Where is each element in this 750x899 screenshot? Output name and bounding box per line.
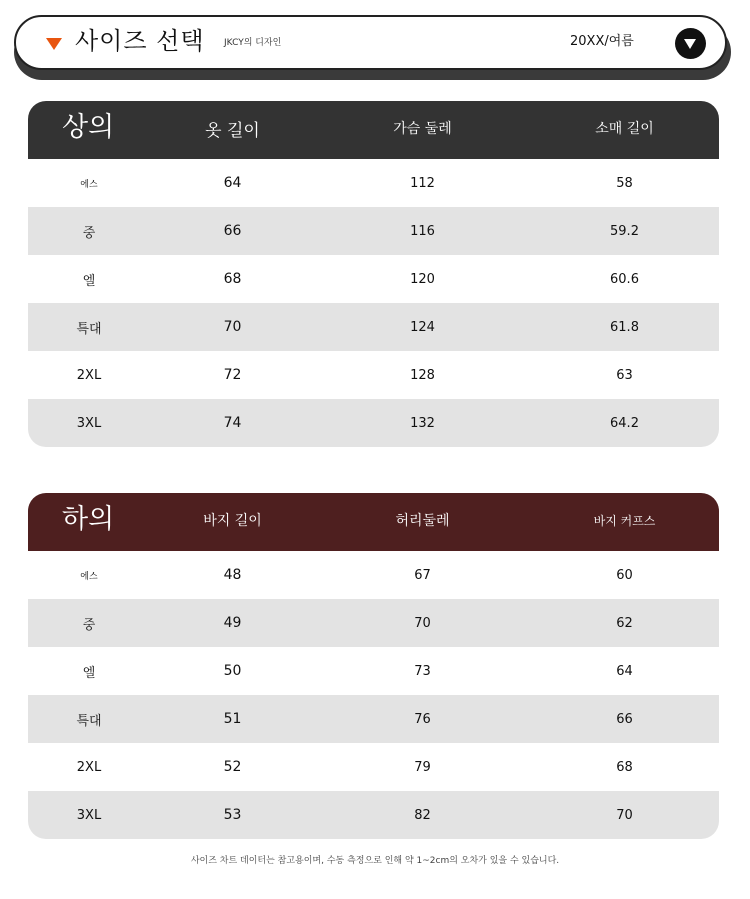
- bottoms-col-waist-header: 허리둘레: [395, 513, 450, 529]
- table-row: [28, 303, 719, 351]
- table-cell: 82: [414, 807, 431, 823]
- header-season: 20XX/여름: [570, 34, 634, 49]
- circle-triangle-down-icon: [684, 39, 696, 49]
- table-cell: 64: [616, 663, 633, 679]
- size-label: 특대: [76, 321, 102, 337]
- dropdown-button[interactable]: [675, 28, 706, 59]
- table-cell: 124: [410, 319, 435, 335]
- size-label: 엘: [82, 273, 96, 289]
- tops-col-sleeve-header: 소매 길이: [595, 121, 654, 137]
- tops-col-chest-header: 가슴 둘레: [393, 121, 452, 137]
- table-row: [28, 551, 719, 599]
- table-cell: 58: [616, 175, 633, 191]
- size-label: 중: [82, 225, 96, 241]
- table-cell: 67: [414, 567, 431, 583]
- table-cell: 74: [223, 415, 242, 431]
- bottoms-table-header: [28, 493, 719, 551]
- table-row: [28, 647, 719, 695]
- table-cell: 73: [414, 663, 431, 679]
- table-cell: 132: [410, 415, 435, 431]
- tops-size-table: [28, 101, 719, 447]
- table-cell: 68: [616, 759, 633, 775]
- tops-col-length-header: 옷 길이: [205, 120, 260, 141]
- table-cell: 60: [616, 567, 633, 583]
- disclaimer-note: 사이즈 차트 데이터는 참고용이며, 수동 측정으로 인해 약 1~2cm의 오차가 있을 수 있습니다.: [190, 856, 560, 866]
- table-row: [28, 207, 719, 255]
- table-cell: 66: [223, 223, 242, 239]
- size-label: 2XL: [76, 367, 102, 383]
- table-cell: 70: [223, 319, 242, 335]
- table-cell: 62: [616, 615, 633, 631]
- size-label: 엘: [82, 665, 96, 681]
- table-cell: 79: [414, 759, 431, 775]
- table-cell: 51: [223, 711, 242, 727]
- bottoms-category-label: 하의: [62, 503, 115, 535]
- table-row: [28, 743, 719, 791]
- bottoms-col-cuff-header: 바지 커프스: [593, 513, 656, 528]
- table-cell: 76: [414, 711, 431, 727]
- table-cell: 72: [223, 367, 242, 383]
- table-cell: 48: [223, 567, 242, 583]
- bottoms-col-length-header: 바지 길이: [203, 513, 262, 529]
- size-label: 중: [82, 617, 96, 633]
- table-cell: 52: [223, 759, 242, 775]
- size-label: 3XL: [76, 807, 102, 823]
- table-cell: 64: [223, 175, 242, 191]
- table-row: [28, 399, 719, 447]
- size-label: 에스: [80, 571, 98, 582]
- header-title: 사이즈 선택: [75, 27, 205, 55]
- table-row: [28, 791, 719, 839]
- table-cell: 59.2: [610, 223, 639, 239]
- bottoms-size-table: [28, 493, 719, 839]
- table-cell: 50: [223, 663, 242, 679]
- tops-table-header: [28, 101, 719, 159]
- table-cell: 116: [410, 223, 435, 239]
- table-row: [28, 255, 719, 303]
- table-cell: 112: [410, 175, 435, 191]
- triangle-down-icon: [46, 38, 62, 50]
- table-cell: 70: [414, 615, 431, 631]
- table-cell: 64.2: [610, 415, 639, 431]
- table-cell: 128: [410, 367, 435, 383]
- table-cell: 63: [616, 367, 633, 383]
- table-row: [28, 599, 719, 647]
- table-cell: 66: [616, 711, 633, 727]
- tops-category-label: 상의: [62, 111, 115, 143]
- table-row: [28, 159, 719, 207]
- table-row: [28, 351, 719, 399]
- size-label: 3XL: [76, 415, 102, 431]
- table-cell: 68: [223, 271, 242, 287]
- header-brand: JKCY의 디자인: [224, 38, 282, 48]
- size-label: 특대: [76, 713, 102, 729]
- table-cell: 53: [223, 807, 242, 823]
- table-cell: 120: [410, 271, 435, 287]
- table-cell: 70: [616, 807, 633, 823]
- table-cell: 49: [223, 615, 242, 631]
- size-label: 2XL: [76, 759, 102, 775]
- size-label: 에스: [80, 179, 98, 190]
- table-cell: 60.6: [610, 271, 639, 287]
- table-cell: 61.8: [610, 319, 639, 335]
- table-row: [28, 695, 719, 743]
